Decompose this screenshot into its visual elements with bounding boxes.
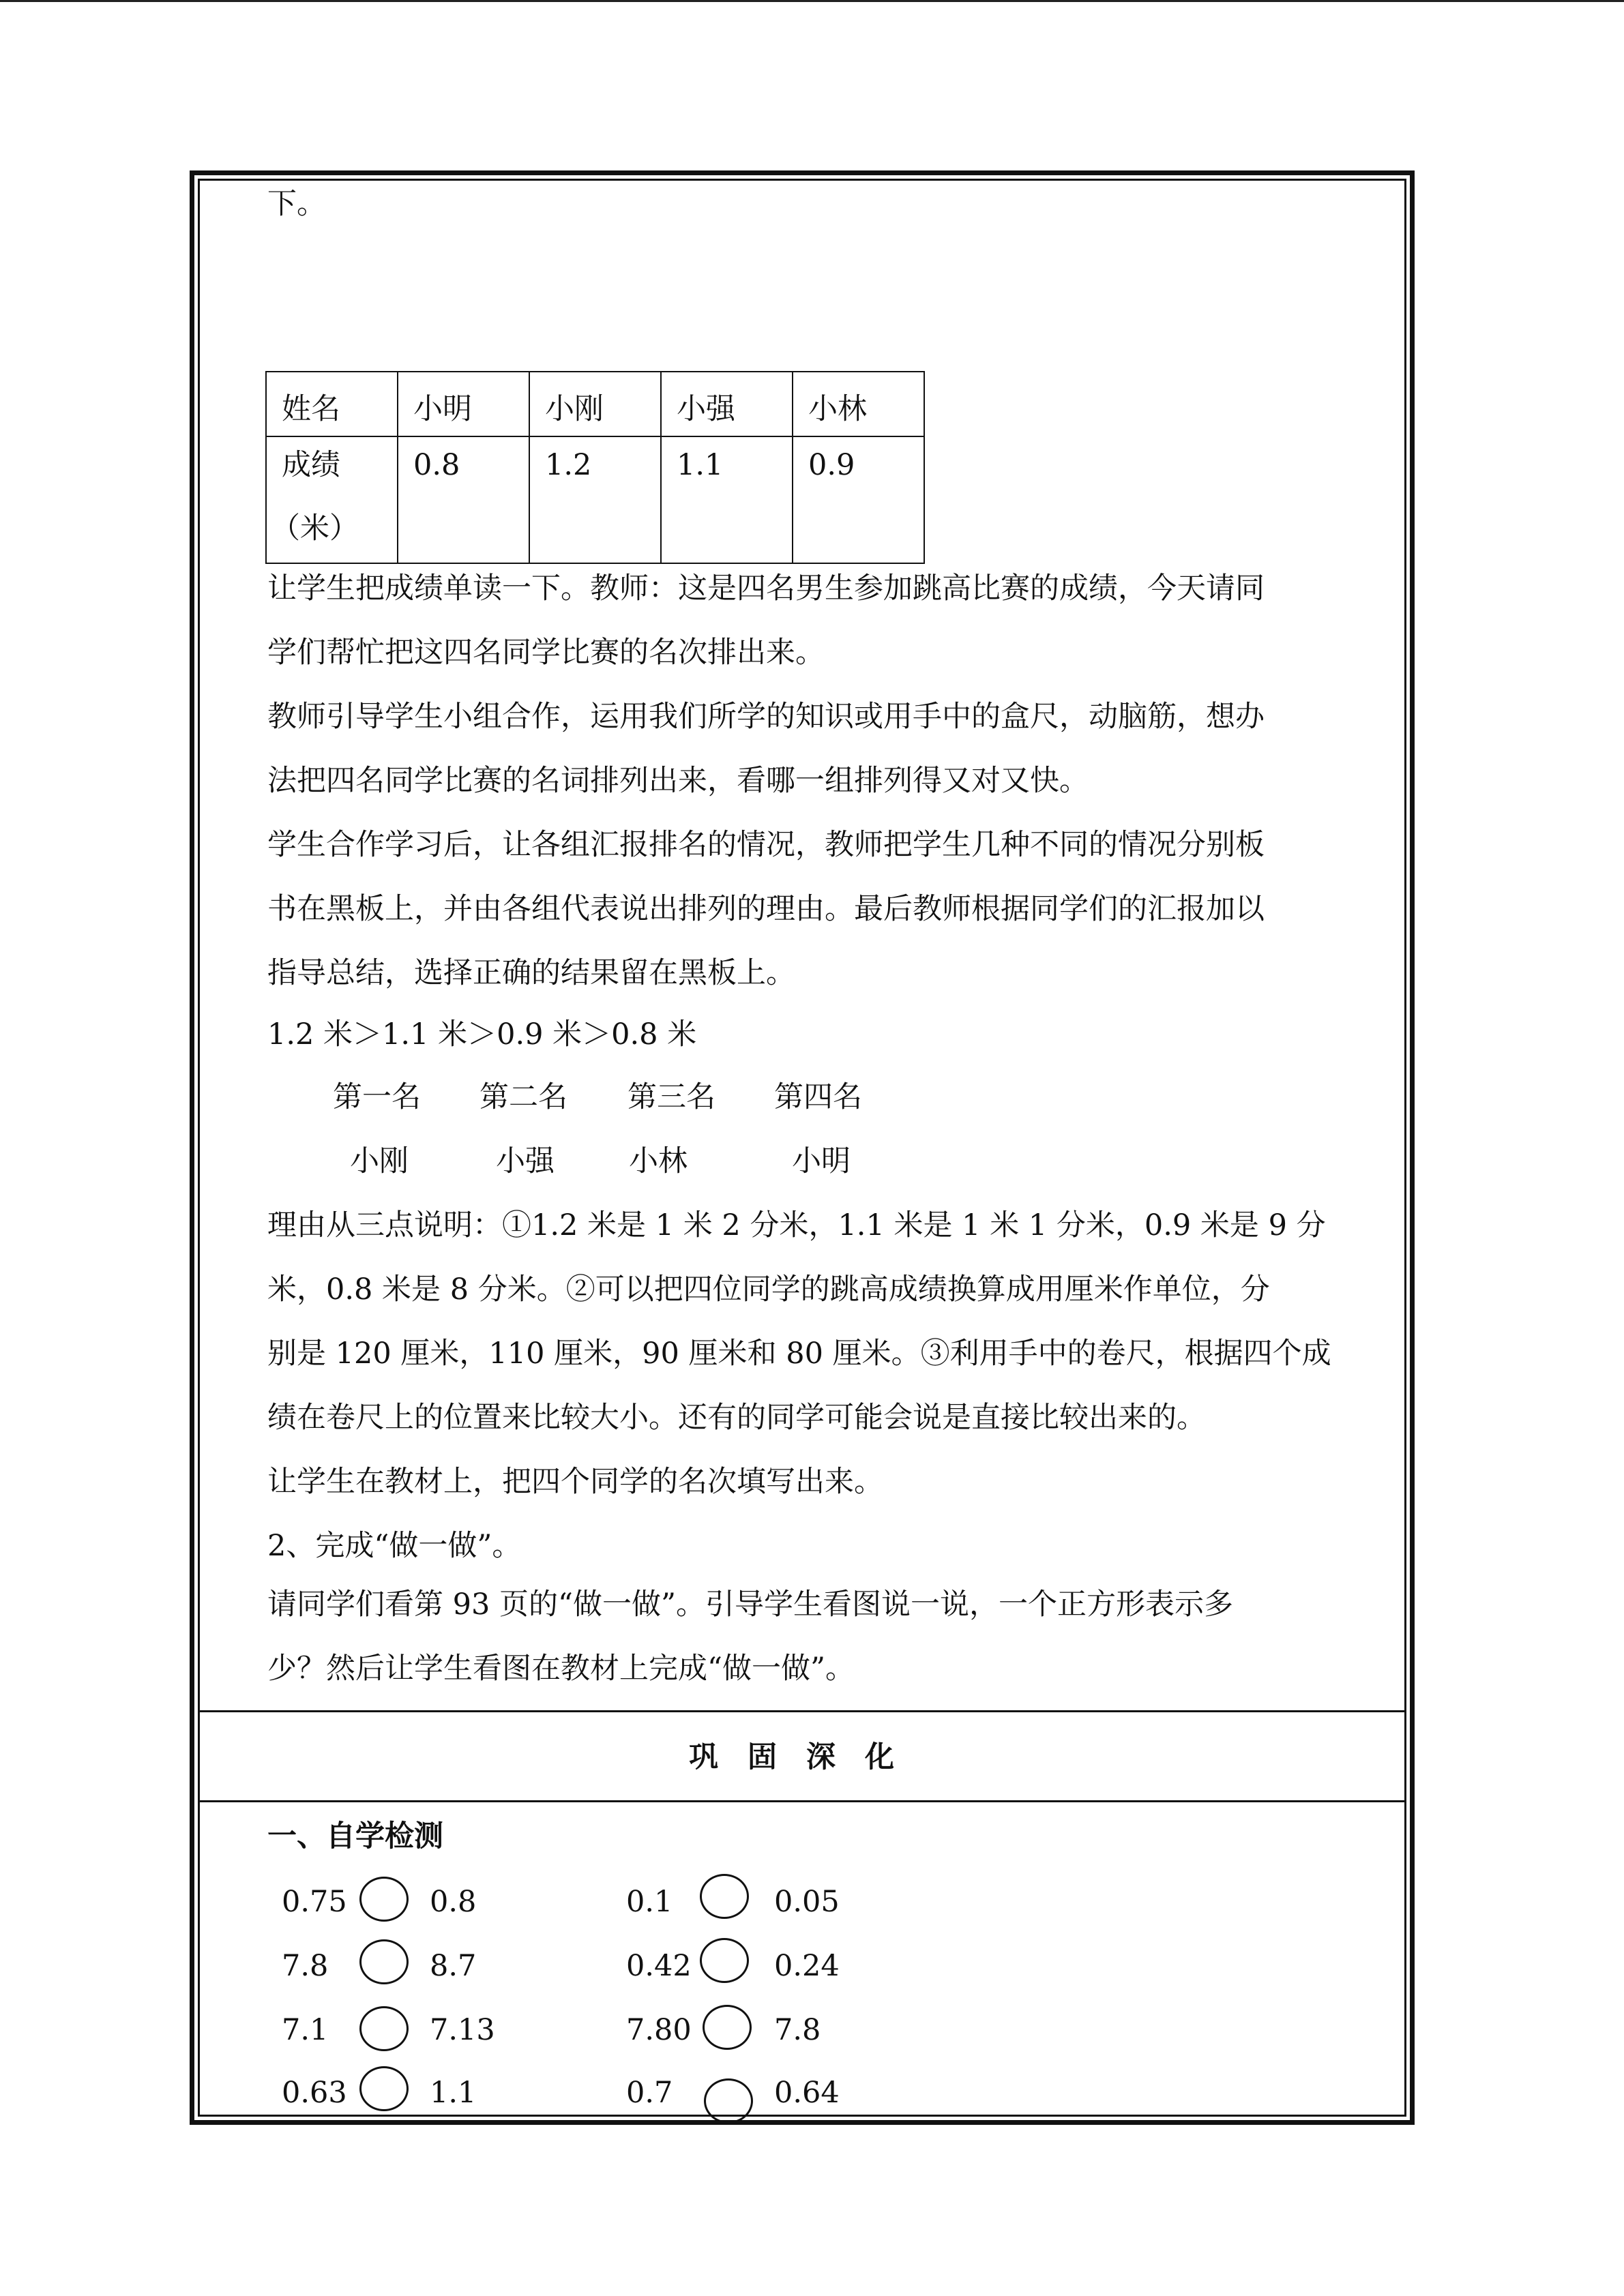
score-value: 0.9 [808,448,855,482]
compare-right-value: 0.8 [430,1885,477,1919]
rank-name: 小强 [496,1144,555,1178]
rank-name: 小刚 [350,1144,409,1178]
compare-left-value: 7.8 [282,1949,329,1983]
rank-label: 第二名 [479,1080,567,1114]
table-cell: 姓名 [266,372,398,436]
compare-right-value: 7.13 [430,2013,495,2047]
answer-circle[interactable] [359,2006,409,2051]
compare-right-value: 0.05 [774,1885,840,1919]
paragraph-line: 别是 120 厘米，110 厘米，90 厘米和 80 厘米。③利用手中的卷尺，根据四个成 [267,1337,1331,1371]
rank-label: 第三名 [628,1080,715,1114]
compare-left-value: 0.42 [626,1949,692,1983]
compare-right-value: 0.24 [774,1949,840,1983]
score-value: 1.1 [677,448,724,482]
self-test-heading: 一、自学检测 [267,1819,443,1853]
answer-circle[interactable] [700,1874,749,1919]
score-value: 0.8 [413,448,460,482]
table-cell [793,436,924,563]
score-value: 1.2 [545,448,592,482]
table-cell [529,436,661,563]
compare-left-value: 7.1 [282,2013,329,2047]
paragraph-line: 学生合作学习后，让各组汇报排名的情况，教师把学生几种不同的情况分别板 [267,828,1265,862]
rank-label: 第一名 [333,1080,421,1114]
top-rule [0,0,1624,2]
compare-right-value: 8.7 [430,1949,477,1983]
compare-right-value: 1.1 [430,2076,477,2110]
compare-left-value: 0.1 [626,1885,673,1919]
answer-circle[interactable] [700,1938,749,1983]
paragraph-line: 教师引导学生小组合作，运用我们所学的知识或用手中的盒尺，动脑筋，想办 [267,700,1265,734]
table-cell [266,436,398,563]
answer-circle[interactable] [359,1939,409,1984]
score-label-line2: （米） [271,511,359,546]
table-row [266,372,924,436]
table-cell: 小明 [398,372,529,436]
compare-left-value: 0.63 [282,2076,347,2110]
paragraph-line: 请同学们看第 93 页的“做一做”。引导学生看图说一说，一个正方形表示多 [267,1587,1234,1622]
paragraph-line: 学们帮忙把这四名同学比赛的名次排出来。 [267,636,825,670]
answer-circle[interactable] [703,2005,752,2050]
table-cell [661,436,793,563]
answer-circle[interactable] [359,1877,409,1922]
ranking-formula: 1.2 米＞1.1 米＞0.9 米＞0.8 米 [267,1017,697,1052]
paragraph-line: 让学生把成绩单读一下。教师：这是四名男生参加跳高比赛的成绩，今天请同 [267,571,1265,606]
paragraph-line: 指导总结，选择正确的结果留在黑板上。 [267,956,795,990]
paragraph-line: 理由从三点说明：①1.2 米是 1 米 2 分米，1.1 米是 1 米 1 分米，0.9 米是 9 分 [267,1208,1326,1242]
table-cell: 小林 [793,372,924,436]
section-divider [198,1710,1406,1712]
paragraph-line: 法把四名同学比赛的名词排列出来，看哪一组排列得又对又快。 [267,764,1089,798]
compare-left-value: 0.7 [626,2076,673,2110]
paragraph-line: 书在黑板上，并由各组代表说出排列的理由。最后教师根据同学们的汇报加以 [267,892,1265,926]
rank-label: 第四名 [774,1080,862,1114]
table-cell: 小强 [661,372,793,436]
table-cell: 小刚 [529,372,661,436]
rank-name: 小明 [792,1144,851,1178]
paragraph-line: 少？然后让学生看图在教材上完成“做一做”。 [267,1652,855,1686]
section-title: 巩 固 深 化 [689,1740,894,1774]
score-label-line1: 成绩 [282,448,340,482]
rank-name: 小林 [629,1144,688,1178]
paragraph-line: 绩在卷尺上的位置来比较大小。还有的同学可能会说是直接比较出来的。 [267,1401,1206,1435]
answer-circle[interactable] [359,2066,409,2111]
table-row [266,436,924,563]
paragraph-line: 让学生在教材上，把四个同学的名次填写出来。 [267,1465,883,1499]
section-divider [198,1800,1406,1802]
intro-tail: 下。 [267,187,326,221]
answer-circle[interactable] [704,2078,753,2123]
table-cell [398,436,529,563]
compare-right-value: 7.8 [774,2013,821,2047]
score-table [265,371,925,564]
compare-left-value: 7.80 [626,2013,692,2047]
compare-left-value: 0.75 [282,1885,347,1919]
compare-right-value: 0.64 [774,2076,840,2110]
paragraph-line: 2、完成“做一做”。 [267,1529,522,1563]
paragraph-line: 米，0.8 米是 8 分米。②可以把四位同学的跳高成绩换算成用厘米作单位，分 [267,1272,1270,1307]
